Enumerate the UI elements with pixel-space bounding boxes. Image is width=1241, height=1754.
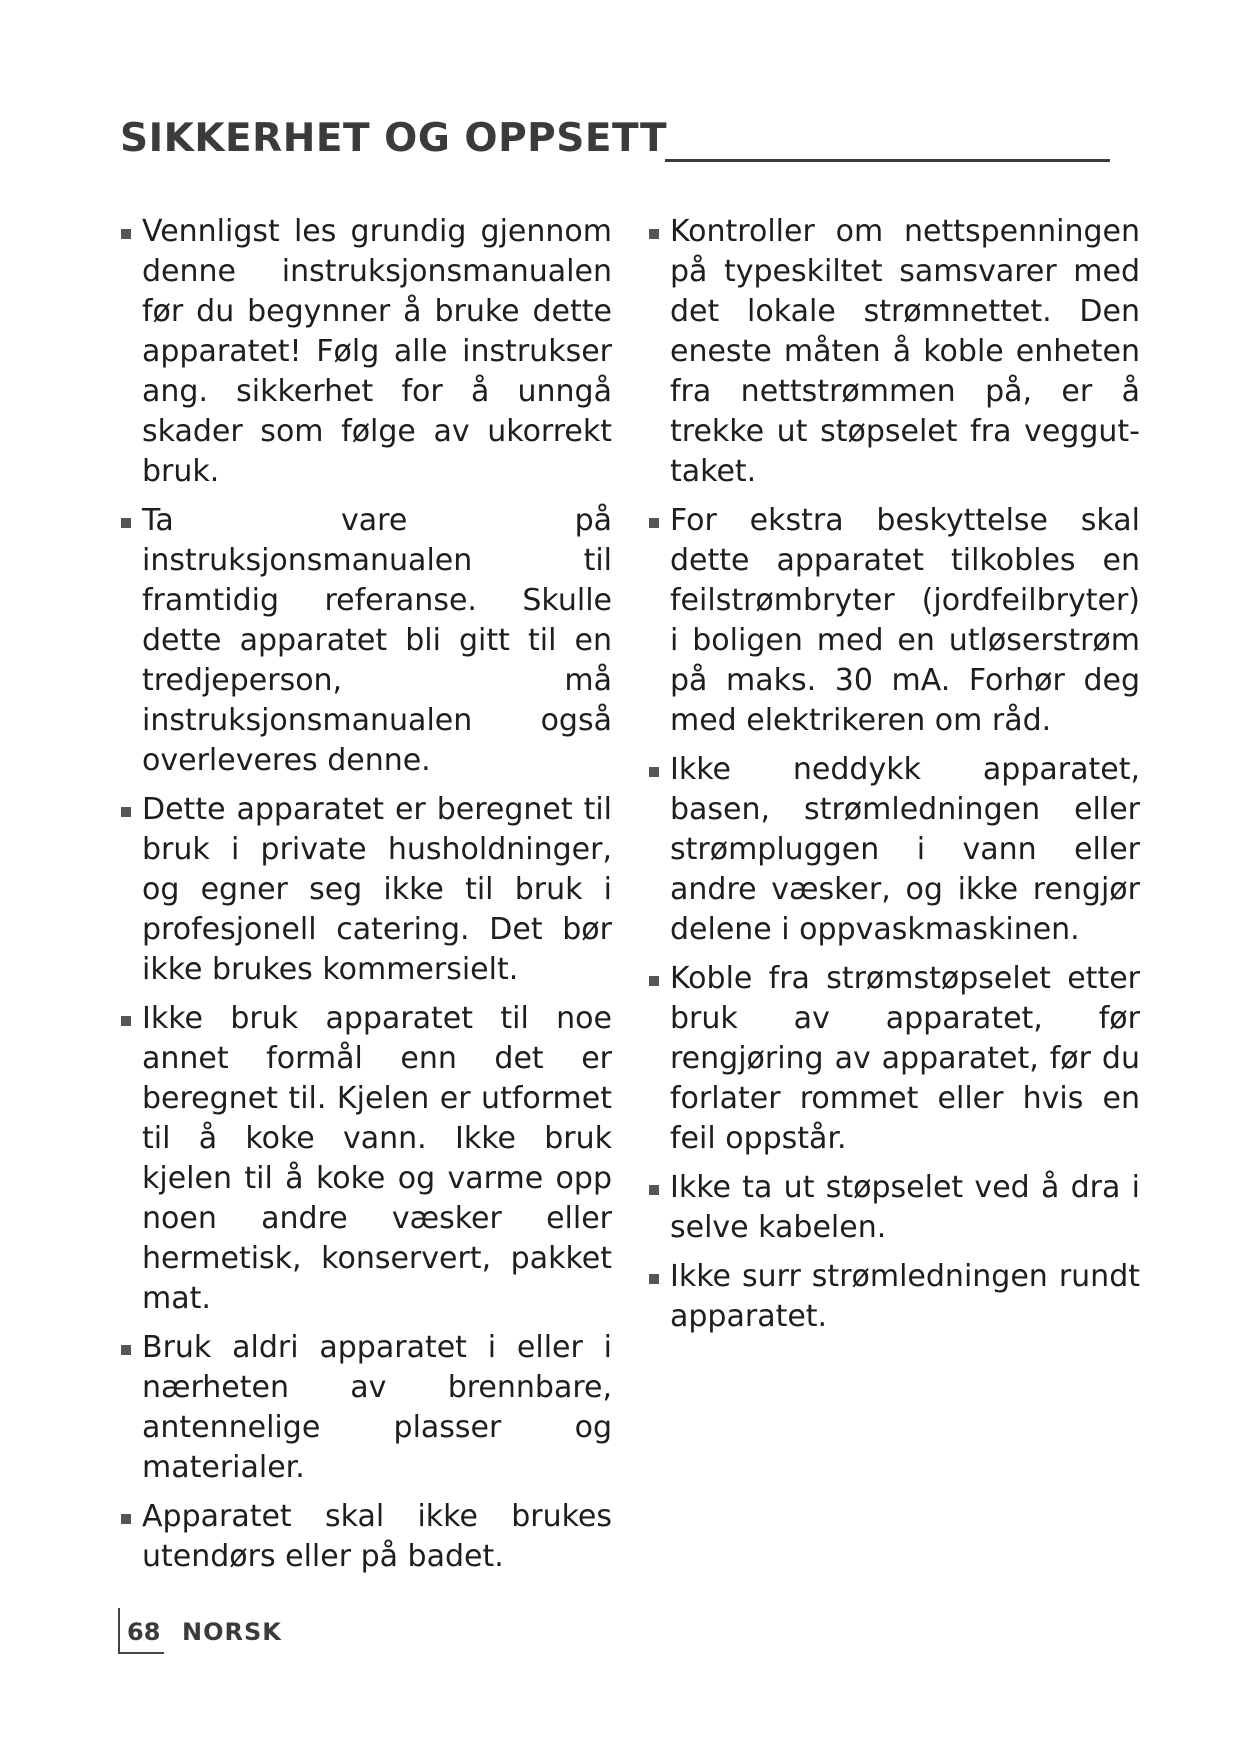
bullet-icon	[121, 229, 131, 239]
bullet-icon	[121, 1016, 131, 1026]
left-column	[120, 212, 612, 1586]
instruction-text: Apparatet skal ikke brukes utendørs eller på badet.	[142, 1499, 612, 1574]
bullet-icon	[649, 976, 659, 986]
bullet-icon	[121, 807, 131, 817]
page-number: 68	[127, 1618, 161, 1646]
safety-instruction	[120, 1328, 612, 1488]
instruction-text: Ikke bruk apparatet til noe annet formål enn det er beregnet til. Kjelen er utformet til å koke vann. Ikke bruk kjelen til å koke og varme opp noen andre væsker eller hermetisk, konservert, pakket mat.	[142, 1001, 612, 1316]
safety-instruction	[648, 750, 1140, 950]
page-header	[120, 112, 1110, 172]
safety-instruction	[648, 212, 1140, 492]
bullet-icon	[649, 518, 659, 528]
safety-instruction	[120, 501, 612, 781]
page-footer	[118, 1608, 418, 1654]
bullet-icon	[649, 229, 659, 239]
header-rule	[665, 159, 1110, 162]
safety-instruction	[120, 790, 612, 990]
bullet-icon	[121, 1345, 131, 1355]
instruction-text: Koble fra strømstøpselet etter bruk av apparatet, før rengjøring av apparatet, før du forlater rommet eller hvis en feil oppstår.	[670, 961, 1140, 1156]
instruction-text: Ta vare på instruksjonsmanualen til framtidig referanse. Skulle dette apparatet bli gitt til en tredjeperson, må instruksjonsmanualen også overleveres denne.	[142, 503, 612, 778]
safety-instruction	[120, 1497, 612, 1577]
bullet-icon	[649, 1185, 659, 1195]
safety-instruction	[648, 1168, 1140, 1248]
instruction-text: Ikke surr strømledningen rundt apparatet.	[670, 1259, 1140, 1334]
bullet-icon	[121, 1514, 131, 1524]
safety-instruction	[120, 212, 612, 492]
instruction-text: For ekstra beskyttelse skal dette apparatet tilkobles en feilstrømbryter (jordfeilbryter) i boligen med en utløserstrøm på maks. 30 mA. Forhør deg med elektrikeren om råd.	[670, 503, 1140, 738]
instruction-text: Kontroller om nettspenningen på typeskiltet samsvarer med det lokale strømnettet. Den eneste måten å koble enheten fra nettstrømmen på, er å trekke ut støpselet fra vegguttaket.	[670, 214, 1140, 489]
section-title: SIKKERHET OG OPPSETT	[120, 116, 668, 161]
instruction-text: Vennligst les grundig gjennom denne instruksjonsmanualen før du begynner å bruke dette apparatet! Følg alle instrukser ang. sikkerhet for å unngå skader som følge av ukorrekt bruk.	[142, 214, 612, 489]
right-column	[648, 212, 1140, 1346]
instruction-text: Bruk aldri apparatet i eller i nærheten av brennbare, antennelige plasser og materialer.	[142, 1330, 612, 1485]
instruction-text: Ikke ta ut støpselet ved å dra i selve kabelen.	[670, 1170, 1140, 1245]
language-label: NORSK	[182, 1618, 282, 1646]
safety-instruction	[648, 1257, 1140, 1337]
bullet-icon	[121, 518, 131, 528]
safety-instruction	[648, 959, 1140, 1159]
bullet-icon	[649, 1274, 659, 1284]
safety-instruction	[120, 999, 612, 1319]
instruction-text: Dette apparatet er beregnet til bruk i private husholdninger, og egner seg ikke til bruk i profesjonell catering. Det bør ikke brukes kommersielt.	[142, 792, 612, 987]
safety-instruction	[648, 501, 1140, 741]
footer-underline	[118, 1652, 164, 1654]
bullet-icon	[649, 767, 659, 777]
footer-bar	[118, 1608, 120, 1654]
instruction-text: Ikke neddykk apparatet, basen, strømledningen eller strømpluggen i vann eller andre væsker, og ikke rengjør delene i oppvaskmaskinen.	[670, 752, 1140, 947]
